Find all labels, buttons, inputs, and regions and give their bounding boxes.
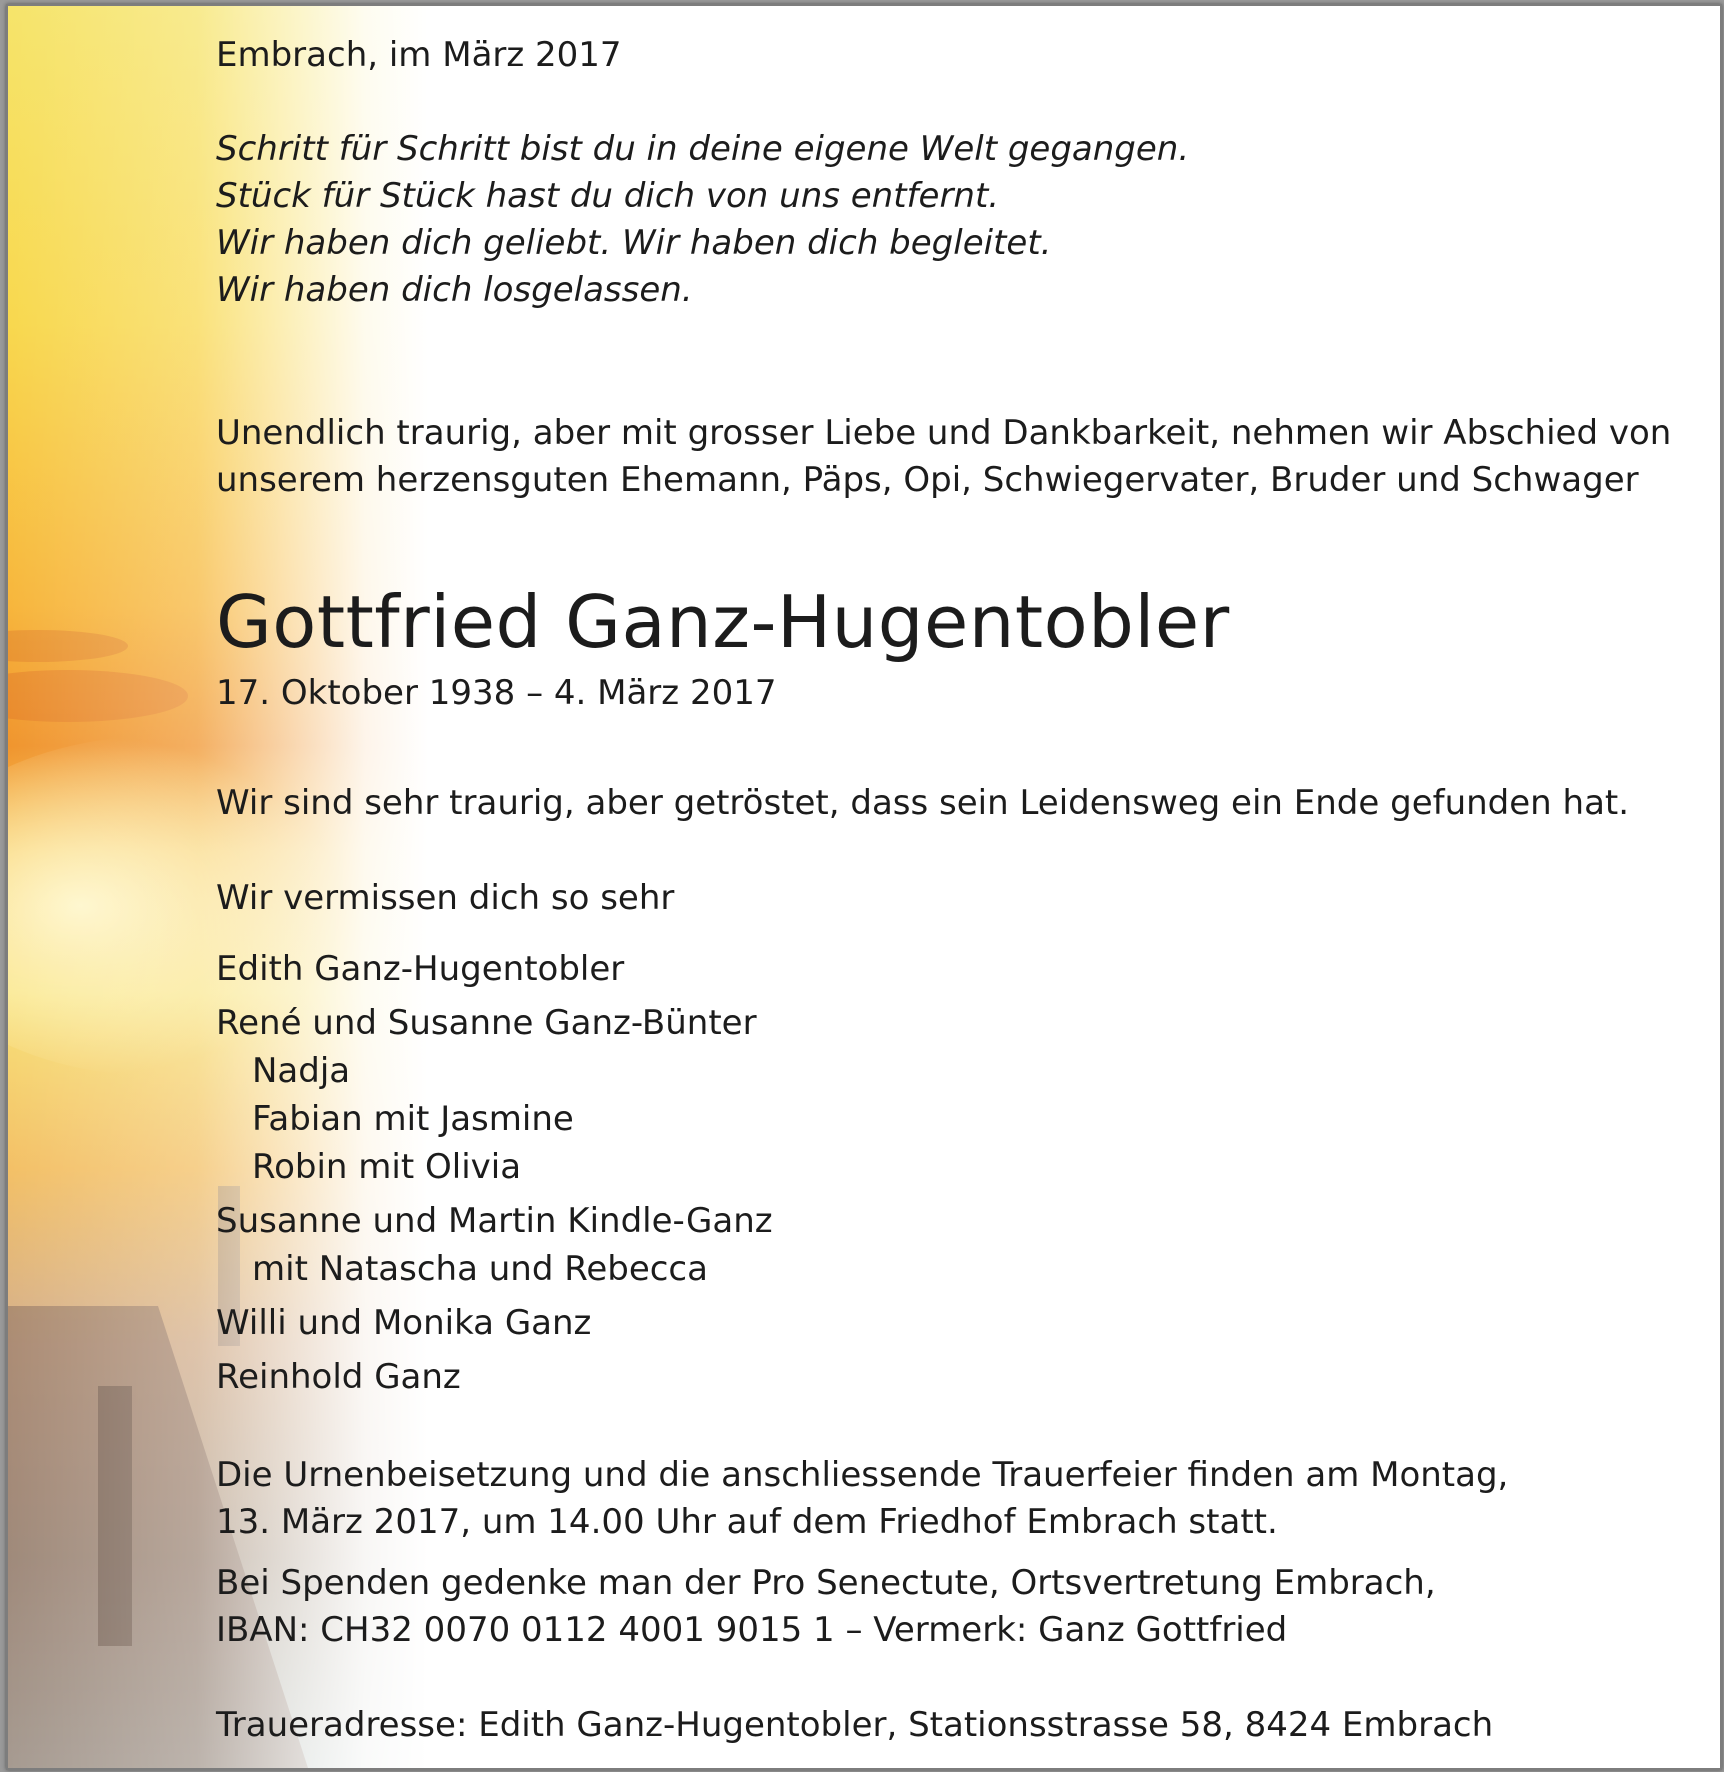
deceased-name: Gottfried Ganz-Hugentobler	[216, 580, 1230, 664]
poem-line: Stück für Stück hast du dich von uns entfernt.	[216, 176, 1000, 216]
message: Wir sind sehr traurig, aber getröstet, dass sein Leidensweg ein Ende gefunden hat.	[216, 783, 1630, 823]
family-member: Robin mit Olivia	[252, 1147, 522, 1187]
life-dates: 17. Oktober 1938 – 4. März 2017	[216, 673, 777, 713]
donation-line: Bei Spenden gedenke man der Pro Senectute, Ortsvertretung Embrach,	[216, 1563, 1436, 1603]
obituary-page	[6, 4, 1722, 1770]
family-member: René und Susanne Ganz-Bünter	[216, 1003, 757, 1043]
mourning-address: Traueradresse: Edith Ganz-Hugentobler, Stationsstrasse 58, 8424 Embrach	[216, 1705, 1494, 1745]
poem-line: Schritt für Schritt bist du in deine eigene Welt gegangen.	[216, 129, 1190, 169]
ceremony-line: 13. März 2017, um 14.00 Uhr auf dem Friedhof Embrach statt.	[216, 1502, 1278, 1542]
ceremony-line: Die Urnenbeisetzung und die anschliessende Trauerfeier finden am Montag,	[216, 1455, 1509, 1495]
family-member: Fabian mit Jasmine	[252, 1099, 574, 1139]
family-member: Reinhold Ganz	[216, 1357, 461, 1397]
place-date: Embrach, im März 2017	[216, 35, 622, 75]
donation-line: IBAN: CH32 0070 0112 4001 9015 1 – Vermerk: Ganz Gottfried	[216, 1610, 1288, 1650]
intro-line: Unendlich traurig, aber mit grosser Liebe und Dankbarkeit, nehmen wir Abschied von	[216, 413, 1672, 453]
poem-line: Wir haben dich geliebt. Wir haben dich begleitet.	[216, 223, 1052, 263]
family-member: Nadja	[252, 1051, 351, 1091]
miss-line: Wir vermissen dich so sehr	[216, 878, 675, 918]
poem-line: Wir haben dich losgelassen.	[216, 270, 693, 310]
family-member: Edith Ganz-Hugentobler	[216, 949, 625, 989]
intro-line: unserem herzensguten Ehemann, Päps, Opi, Schwiegervater, Bruder und Schwager	[216, 460, 1639, 500]
family-member: Susanne und Martin Kindle-Ganz	[216, 1201, 773, 1241]
family-member: Willi und Monika Ganz	[216, 1303, 592, 1343]
family-member: mit Natascha und Rebecca	[252, 1249, 708, 1289]
